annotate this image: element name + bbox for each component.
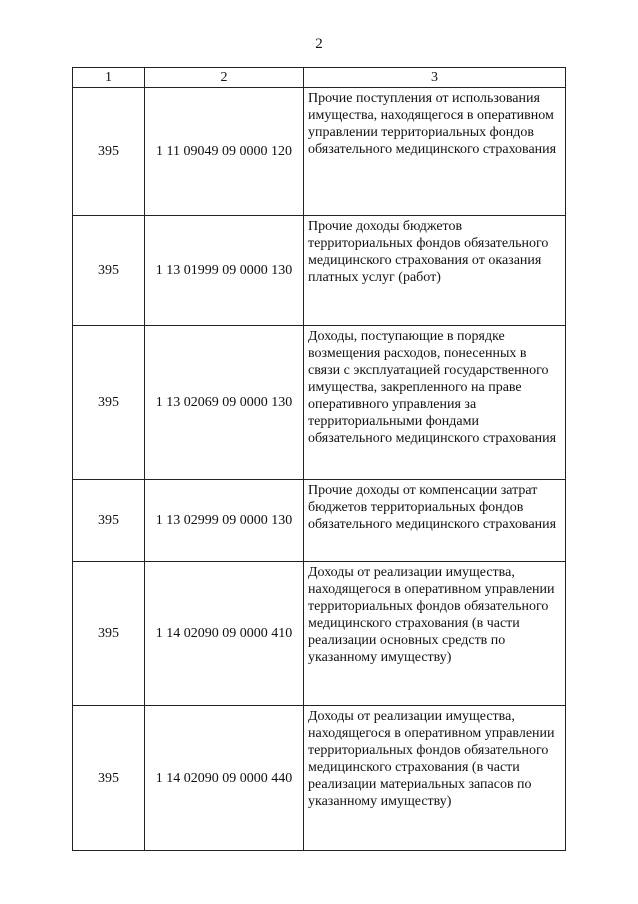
income-name-cell: Прочие доходы бюджетов территориальных фондов обязательного медицинского страхования от оказания платных услуг (работ): [304, 216, 566, 326]
table-row: [73, 480, 566, 562]
budget-code-cell: 1 14 02090 09 0000 410: [145, 562, 304, 706]
table-row: [73, 326, 566, 480]
budget-code-cell: 1 13 01999 09 0000 130: [145, 216, 304, 326]
column-header-2: 2: [145, 68, 304, 88]
budget-code-cell: 1 13 02069 09 0000 130: [145, 326, 304, 480]
budget-code-cell: 1 11 09049 09 0000 120: [145, 88, 304, 216]
table-row: [73, 88, 566, 216]
admin-code-cell: 395: [73, 562, 145, 706]
table-row: [73, 216, 566, 326]
table-row: [73, 706, 566, 851]
admin-code-cell: 395: [73, 88, 145, 216]
income-codes-table: [72, 67, 566, 851]
table-row: [73, 562, 566, 706]
column-header-3: 3: [304, 68, 566, 88]
admin-code-cell: 395: [73, 480, 145, 562]
income-name-cell: Прочие поступления от использования имущества, находящегося в оперативном управлении территориальных фондов обязательного медицинского страхования: [304, 88, 566, 216]
admin-code-cell: 395: [73, 216, 145, 326]
page-number: 2: [315, 36, 323, 52]
budget-code-cell: 1 13 02999 09 0000 130: [145, 480, 304, 562]
budget-code-cell: 1 14 02090 09 0000 440: [145, 706, 304, 851]
income-name-cell: Доходы, поступающие в порядке возмещения расходов, понесенных в связи с эксплуатацией государственного имущества, закрепленного на праве оперативного управления за территориальными фондами обязательного медицинского страхования: [304, 326, 566, 480]
income-name-cell: Доходы от реализации имущества, находящегося в оперативном управлении территориальных фондов обязательного медицинского страхования (в части реализации основных средств по указанному имуществу): [304, 562, 566, 706]
admin-code-cell: 395: [73, 326, 145, 480]
column-header-1: 1: [73, 68, 145, 88]
table-header-row: [73, 68, 566, 88]
income-name-cell: Доходы от реализации имущества, находящегося в оперативном управлении территориальных фондов обязательного медицинского страхования (в части реализации материальных запасов по указанному имуществу): [304, 706, 566, 851]
income-name-cell: Прочие доходы от компенсации затрат бюджетов территориальных фондов обязательного медицинского страхования: [304, 480, 566, 562]
admin-code-cell: 395: [73, 706, 145, 851]
